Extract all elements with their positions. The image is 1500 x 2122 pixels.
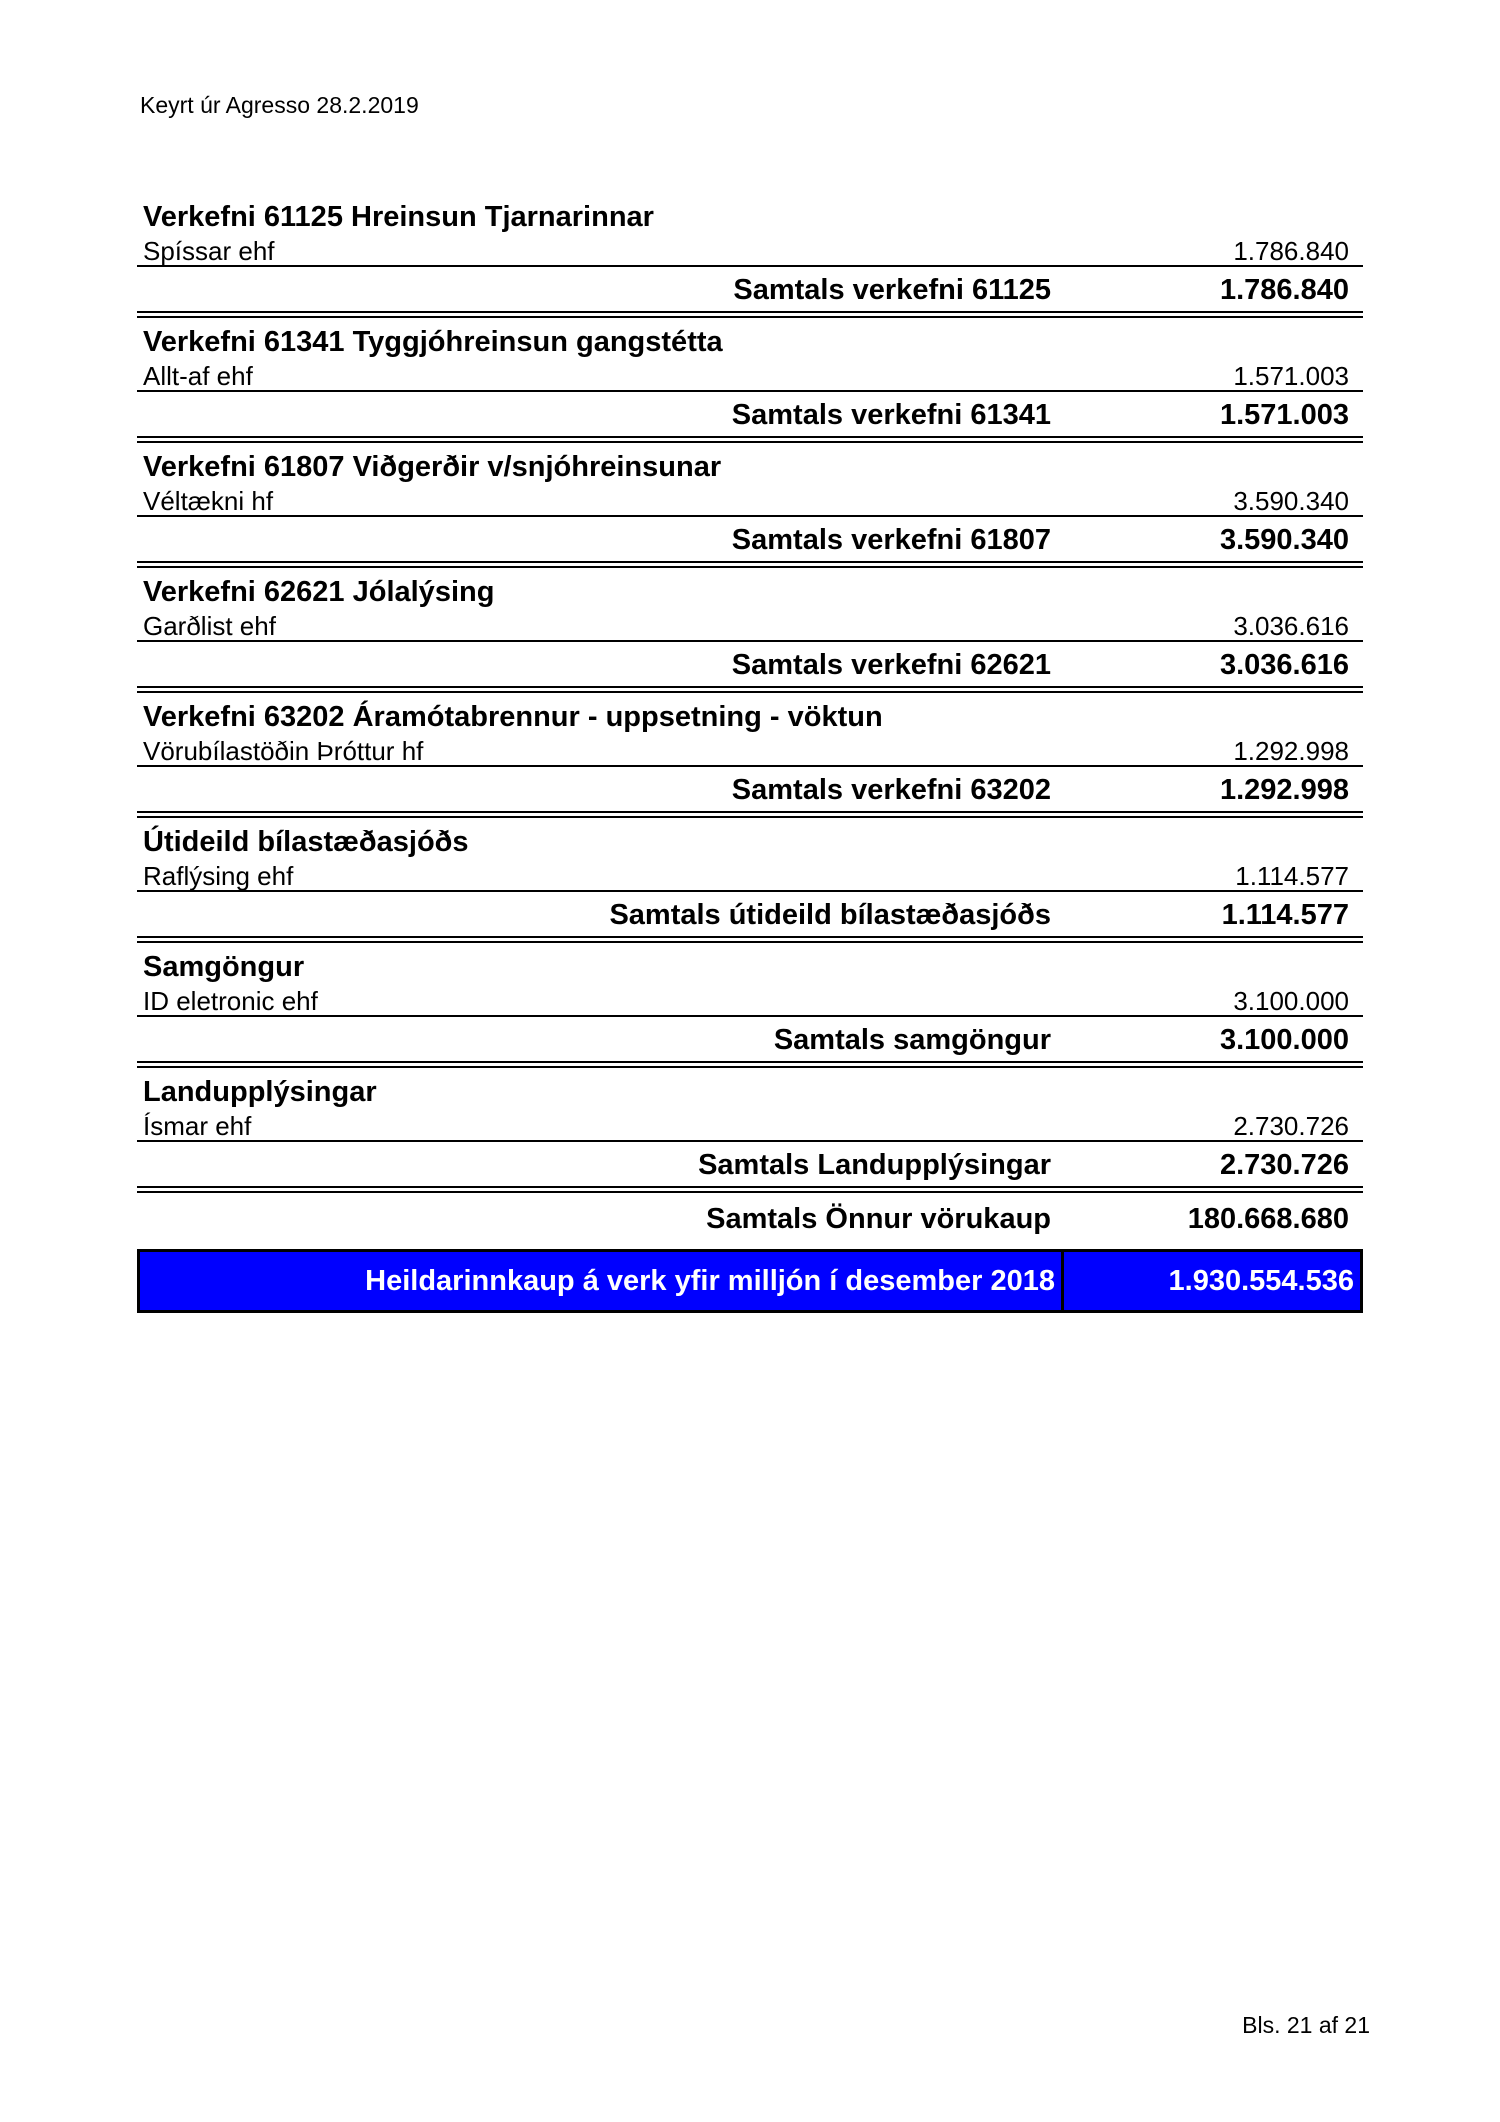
line-amount: 1.114.577: [1235, 861, 1349, 891]
grand-total-label: Samtals Önnur vörukaup: [706, 1203, 1051, 1235]
vendor-name: Spíssar ehf: [143, 236, 275, 266]
section-total-value: 1.571.003: [1219, 399, 1349, 431]
line-item: [137, 735, 1363, 765]
section-title: Samgöngur: [143, 951, 305, 983]
vendor-name: Garðlist ehf: [143, 611, 276, 641]
line-amount: 2.730.726: [1233, 1111, 1349, 1141]
line-amount: 3.100.000: [1233, 986, 1349, 1016]
section-total-value: 1.786.840: [1219, 274, 1349, 306]
grand-total-value: 180.668.680: [1187, 1203, 1349, 1235]
section-total-value: 2.730.726: [1219, 1149, 1349, 1181]
line-item: [137, 485, 1363, 515]
section-62621: [137, 570, 1363, 693]
section-total: [137, 767, 1363, 811]
section-total-value: 3.036.616: [1219, 649, 1349, 681]
section-total: [137, 267, 1363, 311]
line-item: [137, 860, 1363, 890]
section-samgongur: [137, 945, 1363, 1068]
section-title: Verkefni 63202 Áramótabrennur - uppsetning - vöktun: [143, 701, 883, 733]
line-item: [137, 985, 1363, 1015]
line-item: [137, 1110, 1363, 1140]
section-total: [137, 642, 1363, 686]
line-amount: 3.590.340: [1233, 486, 1349, 516]
section-utideild: [137, 820, 1363, 943]
section-total-label: Samtals verkefni 61341: [731, 399, 1051, 431]
section-total-label: Samtals samgöngur: [773, 1024, 1051, 1056]
final-total-value: 1.930.554.536: [1168, 1265, 1354, 1297]
total-double-rule: [137, 1061, 1363, 1068]
section-total-value: 1.114.577: [1221, 899, 1349, 931]
line-item: [137, 360, 1363, 390]
section-title: Verkefni 61807 Viðgerðir v/snjóhreinsunar: [143, 451, 722, 483]
section-total: [137, 892, 1363, 936]
vendor-name: Vörubílastöðin Þróttur hf: [143, 736, 424, 766]
section-total-label: Samtals verkefni 62621: [731, 649, 1051, 681]
grand-total-row: [137, 1195, 1363, 1241]
line-amount: 1.292.998: [1233, 736, 1349, 766]
section-total-label: Samtals Landupplýsingar: [698, 1149, 1051, 1181]
section-landupplysingar: [137, 1070, 1363, 1193]
section-title: Verkefni 61341 Tyggjóhreinsun gangstétta: [143, 326, 723, 358]
section-61341: [137, 320, 1363, 443]
section-total-label: Samtals verkefni 61125: [733, 274, 1051, 306]
vendor-name: Raflýsing ehf: [143, 861, 294, 891]
line-amount: 1.786.840: [1233, 236, 1349, 266]
section-total-value: 3.100.000: [1219, 1024, 1349, 1056]
section-total: [137, 517, 1363, 561]
line-amount: 1.571.003: [1233, 361, 1349, 391]
section-63202: [137, 695, 1363, 818]
vendor-name: Allt-af ehf: [143, 361, 253, 391]
section-total: [137, 392, 1363, 436]
page-number: Bls. 21 af 21: [1242, 2012, 1370, 2038]
line-item: [137, 235, 1363, 265]
final-total-label: Heildarinnkaup á verk yfir milljón í desember 2018: [140, 1252, 1064, 1310]
final-total-row: [137, 1249, 1363, 1313]
section-total: [137, 1142, 1363, 1186]
section-title: Verkefni 61125 Hreinsun Tjarnarinnar: [143, 201, 654, 233]
purchases-report: [137, 195, 1363, 1313]
section-total-label: Samtals verkefni 63202: [731, 774, 1051, 806]
vendor-name: Véltækni hf: [143, 486, 274, 516]
section-title: Útideild bílastæðasjóðs: [143, 826, 469, 858]
section-total-label: Samtals útideild bílastæðasjóðs: [609, 899, 1051, 931]
vendor-name: Ísmar ehf: [143, 1111, 252, 1141]
line-amount: 3.036.616: [1233, 611, 1349, 641]
section-61807: [137, 445, 1363, 568]
section-title: Verkefni 62621 Jólalýsing: [143, 576, 495, 608]
section-total-label: Samtals verkefni 61807: [731, 524, 1051, 556]
section-total-value: 1.292.998: [1219, 774, 1349, 806]
section-title: Landupplýsingar: [143, 1076, 377, 1108]
section-total: [137, 1017, 1363, 1061]
line-item: [137, 610, 1363, 640]
vendor-name: ID eletronic ehf: [143, 986, 318, 1016]
section-61125: [137, 195, 1363, 318]
section-total-value: 3.590.340: [1219, 524, 1349, 556]
report-run-note: Keyrt úr Agresso 28.2.2019: [140, 92, 419, 118]
